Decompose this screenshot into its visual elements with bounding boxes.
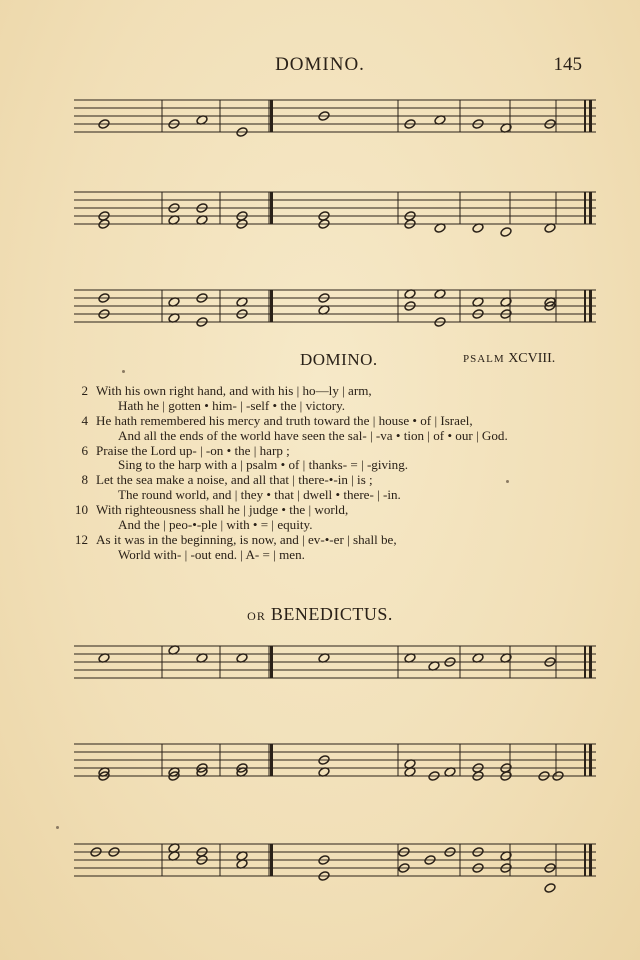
music-staff bbox=[74, 840, 596, 880]
verse-text: Let the sea make a noise, and all that | there-•-in | is ; bbox=[96, 472, 373, 488]
print-speck bbox=[122, 370, 125, 373]
psalm-numeral: XCVIII. bbox=[508, 351, 556, 366]
staff-notation bbox=[74, 96, 596, 136]
verse-line bbox=[66, 533, 606, 548]
verse-text: With righteousness shall he | judge • the | world, bbox=[96, 502, 349, 518]
music-staff bbox=[74, 740, 596, 780]
verse-text: Hath he | gotten • him- | -self • the | victory. bbox=[118, 397, 346, 413]
verse-line bbox=[66, 444, 606, 459]
verse-text: With his own right hand, and with his | ho—ly | arm, bbox=[96, 383, 372, 398]
verse-line bbox=[66, 429, 606, 444]
staff-notation bbox=[74, 740, 596, 780]
psalm-reference bbox=[463, 351, 555, 367]
staff-notation bbox=[74, 286, 596, 326]
verse-number: 4 bbox=[81, 412, 88, 428]
staff-notation bbox=[74, 840, 596, 880]
verse-text: World with- | -out end. | A- = | men. bbox=[118, 546, 305, 562]
verse-text: Praise the Lord up- | -on • the | harp ; bbox=[96, 442, 290, 458]
music-staff bbox=[74, 96, 596, 136]
verse-text: And all the ends of the world have seen the sal- | -va • tion | of • our | God. bbox=[118, 427, 508, 443]
verse-text: And the | peo-•-ple | with • = | equity. bbox=[118, 517, 313, 533]
verse-text: As it was in the beginning, is now, and | ev-•-er | shall be, bbox=[96, 531, 397, 547]
page-title: DOMINO. bbox=[275, 54, 365, 75]
alternate-chant-title bbox=[0, 604, 640, 625]
verse-line bbox=[66, 473, 606, 488]
verse-line bbox=[66, 414, 606, 429]
music-staff bbox=[74, 188, 596, 228]
music-staff bbox=[74, 642, 596, 682]
page-number: 145 bbox=[553, 54, 582, 75]
verse-number: 8 bbox=[81, 472, 88, 488]
verse-number: 6 bbox=[81, 442, 88, 458]
verse-line bbox=[66, 488, 606, 503]
print-speck bbox=[506, 480, 509, 483]
staff-notation bbox=[74, 642, 596, 682]
chant-title: DOMINO. bbox=[300, 350, 378, 369]
verse-number: 2 bbox=[81, 383, 88, 398]
verse-text: He hath remembered his mercy and truth toward the | house • of | Israel, bbox=[96, 412, 473, 428]
music-staff bbox=[74, 286, 596, 326]
verse-number: 10 bbox=[74, 502, 88, 518]
verse-line bbox=[66, 518, 606, 533]
alternate-prefix: OR bbox=[247, 609, 266, 623]
verse-line bbox=[66, 503, 606, 518]
verse-line bbox=[66, 548, 606, 563]
verse-text: Sing to the harp with a | psalm • of | thanks- = | -giving. bbox=[118, 457, 409, 473]
verse-line bbox=[66, 399, 606, 414]
psalm-label: PSALM bbox=[463, 353, 505, 365]
verse-line bbox=[66, 384, 606, 399]
verse-text: The round world, and | they • that | dwell • there- | -in. bbox=[118, 487, 401, 503]
staff-notation bbox=[74, 188, 596, 228]
print-speck bbox=[56, 826, 59, 829]
verse-number: 12 bbox=[74, 531, 88, 547]
psalm-verses bbox=[66, 384, 606, 563]
alternate-title: BENEDICTUS. bbox=[270, 604, 393, 624]
verse-line bbox=[66, 458, 606, 473]
